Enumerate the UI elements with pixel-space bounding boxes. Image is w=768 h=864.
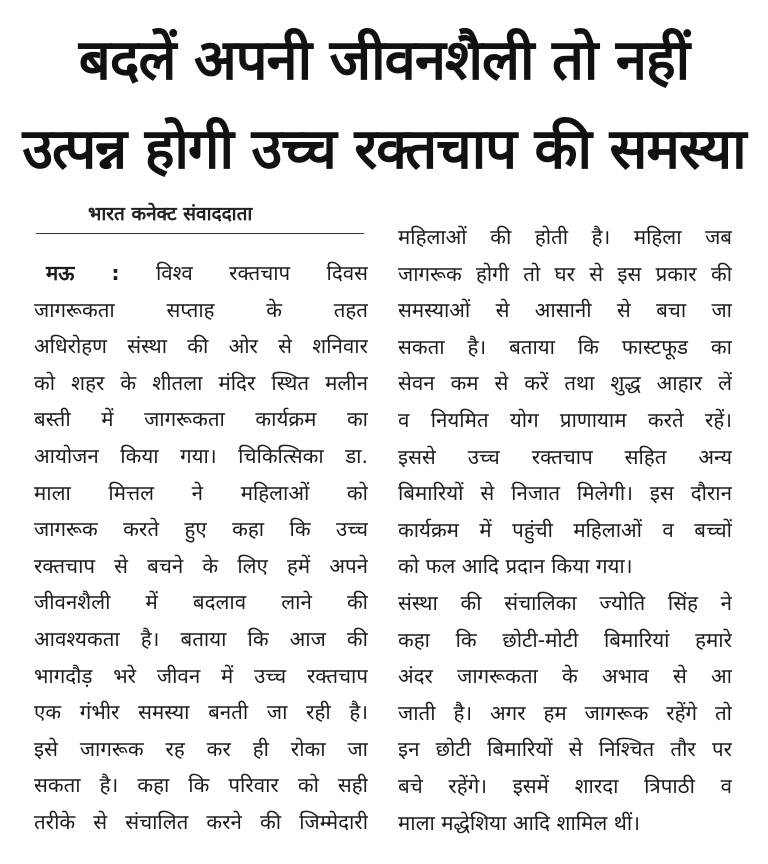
article-line: को शहर के शीतला मंदिर स्थित मलीन bbox=[34, 370, 368, 395]
article-line: एक गंभीर समस्या बनती जा रही है। bbox=[34, 700, 368, 725]
article-line: भागदौड़ भरे जीवन में उच्च रक्तचाप bbox=[34, 663, 368, 688]
article-line: रक्तचाप से बचने के लिए हमें अपने bbox=[34, 553, 368, 578]
article-column-right bbox=[398, 219, 732, 841]
article-line: सकता है। कहा कि परिवार को सही bbox=[34, 773, 368, 798]
article-line: व नियमित योग प्राणायाम करते रहें। bbox=[398, 407, 732, 432]
article-line: बचे रहेंगे। इसमें शारदा त्रिपाठी व bbox=[398, 773, 732, 798]
article-line: अंदर जागरूकता के अभाव से आ bbox=[398, 664, 732, 689]
headline-line-1: बदलें अपनी जीवनशैली तो नहीं bbox=[78, 28, 690, 93]
article-line: आवश्यकता है। बताया कि आज की bbox=[34, 626, 368, 651]
article-line: कहा कि छोटी-मोटी बिमारियां हमारे bbox=[398, 627, 732, 652]
article-line: जागरूकता सप्ताह के तहत bbox=[34, 297, 368, 322]
byline: भारत कनेक्ट संवाददाता bbox=[88, 203, 253, 225]
article-line: महिलाओं की होती है। महिला जब bbox=[398, 225, 732, 249]
article-line: आयोजन किया गया। चिकित्सिका डा. bbox=[34, 443, 368, 468]
article-column-left bbox=[34, 255, 368, 841]
article-line: कार्यक्रम में पहुंची महिलाओं व बच्चों bbox=[398, 517, 732, 542]
article-line: को फल आदि प्रदान किया गया। bbox=[398, 554, 633, 579]
article-line: इससे उच्च रक्तचाप सहित अन्य bbox=[398, 444, 732, 469]
article-line: जागरूक होगी तो घर से इस प्रकार की bbox=[398, 261, 732, 286]
article-line: बस्ती में जागरूकता कार्यक्रम का bbox=[34, 407, 368, 432]
article-line: इन छोटी बिमारियों से निश्चित तौर पर bbox=[398, 737, 732, 762]
article-line: जागरूक करते हुए कहा कि उच्च bbox=[34, 517, 368, 542]
article-line: संस्था की संचालिका ज्योति सिंह ने bbox=[398, 590, 732, 615]
article-line: इसे जागरूक रह कर ही रोका जा bbox=[34, 736, 368, 761]
article-line: समस्याओं से आसानी से बचा जा bbox=[398, 298, 732, 323]
headline-line-2: उत्पन्न होगी उच्च रक्तचाप की समस्या bbox=[22, 117, 746, 182]
article-line: तरीके से संचालित करने की जिम्मेदारी bbox=[34, 809, 368, 834]
article-line: मऊ : विश्व रक्तचाप दिवस bbox=[34, 255, 368, 292]
article-line: जाती है। अगर हम जागरूक रहेंगे तो bbox=[398, 700, 732, 725]
article-line: जीवनशैली में बदलाव लाने की bbox=[34, 590, 368, 615]
article-line: सेवन कम से करें तथा शुद्ध आहार लें bbox=[398, 371, 732, 396]
article-line: बिमारियों से निजात मिलेगी। इस दौरान bbox=[398, 481, 732, 506]
article-line: माला मद्धेशिया आदि शामिल थीं। bbox=[398, 810, 640, 835]
article-line: माला मित्तल ने महिलाओं को bbox=[34, 480, 368, 505]
dateline: मऊ : bbox=[46, 261, 120, 285]
byline-divider bbox=[36, 233, 364, 234]
article-line: अधिरोहण संस्था की ओर से शनिवार bbox=[34, 334, 368, 359]
article-line: सकता है। बताया कि फास्टफूड का bbox=[398, 334, 732, 359]
